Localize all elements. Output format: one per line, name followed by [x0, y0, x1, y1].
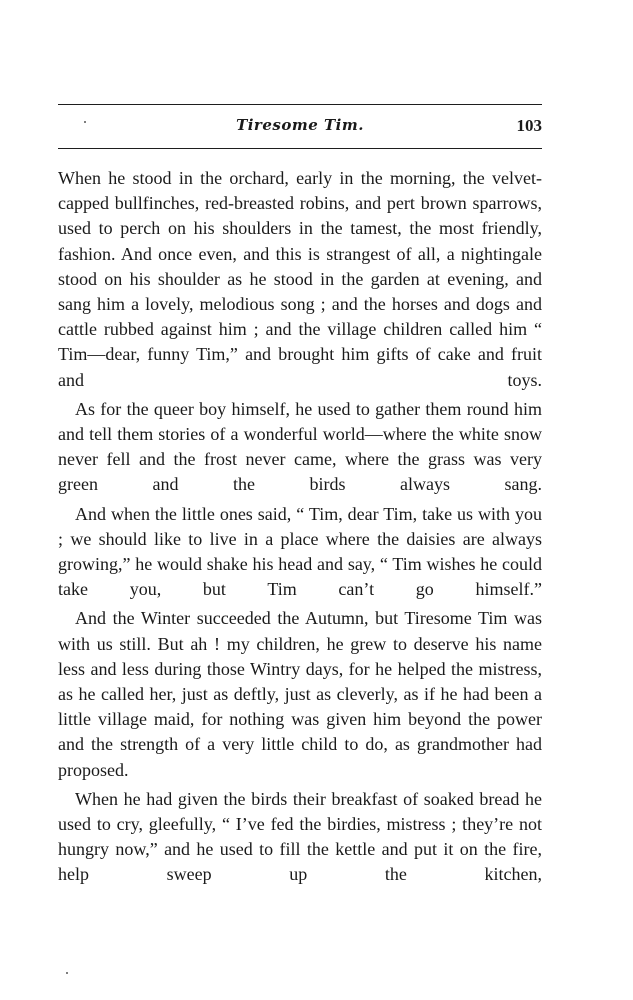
running-head [58, 113, 542, 139]
header-bottom-rule [58, 148, 542, 149]
running-title: Tiresome Tim. [236, 116, 364, 134]
paragraph: As for the queer boy himself, he used to gather them round him and tell them stories of a wonderful world—where the white snow never fell and the frost never came, where the grass was very green and the birds always sang. [58, 398, 542, 495]
paragraph: And when the little ones said, “ Tim, dear Tim, take us with you ; we should like to live in a place where the daisies are always growing,” he would shake his head and say, “ Tim wishes he could take you, but Tim can’t go himself.” [58, 503, 542, 600]
paragraph: When he had given the birds their breakfast of soaked bread he used to cry, gleefully, “ I’ve fed the birdies, mistress ; they’re not hungry now,” and he used to fill the kettle and put it on the fire, help sweep up the kitchen, [58, 788, 542, 885]
paragraph: And the Winter succeeded the Autumn, but Tiresome Tim was with us still. But ah ! my children, he grew to deserve his name less and less during those Wintry days, for he helped the mistress, as he called her, just as deftly, just as cleverly, as if he had been a little village maid, for nothing was given him beyond the power and the strength of a very little child to do, as grandmother had proposed. [58, 608, 542, 780]
header-top-rule [58, 104, 542, 105]
body-text [58, 166, 542, 888]
paper-speck [66, 972, 68, 974]
page-number: 103 [516, 116, 542, 135]
paper-speck [84, 121, 86, 123]
paragraph: When he stood in the orchard, early in the morning, the velvet-capped bullfinches, red-breasted robins, and pert brown sparrows, used to perch on his shoulders in the tamest, the most friendly, fashion. And once even, and this is strangest of all, a nightingale stood on his shoulder as he stood in the garden at evening, and sang him a lovely, melodious song ; and the horses and dogs and cattle rubbed against him ; and the village children called him “ Tim—dear, funny Tim,” and brought him gifts of cake and fruit and toys. [58, 168, 542, 390]
